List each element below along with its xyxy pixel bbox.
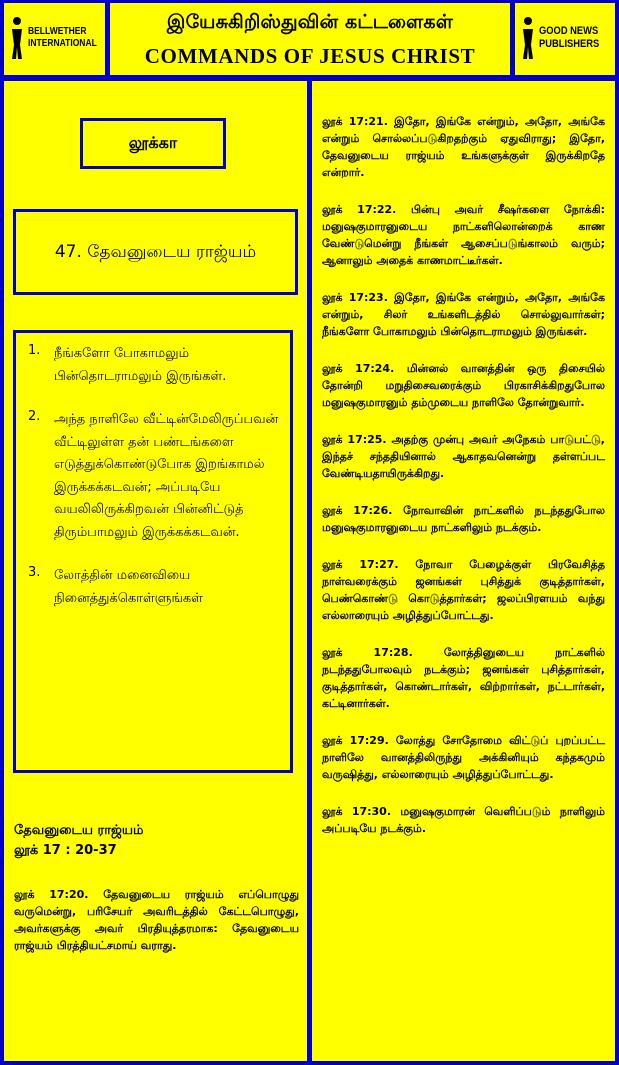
command-number: 3.: [28, 565, 41, 580]
topic-title: 47. தேவனுடைய ராஜ்யம்: [13, 209, 298, 295]
publisher-logo-right: [515, 3, 615, 75]
logo-right-line-2: PUBLISHERS: [539, 38, 600, 50]
verse-24: லூக் 17:24. மின்னல் வானத்தின் ஒரு திசையில் தோன்றி மறுதிசைவரைக்கும் பிரகாசிக்கிறதுபோல மனுஷகுமாரனும் தம்முடைய நாளிலே தோன்றுவார்.: [322, 362, 605, 409]
command-text: அந்த நாளிலே வீட்டின்மேலிருப்பவன் வீட்டிலுள்ள தன் பண்டங்களை எடுத்துக்கொண்டுபோக இறங்காமல் இருக்கக்கடவன்; அப்படியே வயலிலிருக்கிறவன் பின்னிட்டுத் திரும்பாமலும் இருக்கக்கடவன்.: [54, 412, 279, 540]
logo-right-line-1: GOOD NEWS: [539, 25, 599, 37]
commands-box: [13, 330, 293, 773]
verse-30: லூக் 17:30. மனுஷகுமாரன் வெளிப்படும் நாளிலும் அப்படியே நடக்கும்.: [322, 805, 605, 835]
logo-left-line-2: INTERNATIONAL: [28, 38, 97, 49]
title-english: COMMANDS OF JESUS CHRIST: [144, 44, 476, 68]
reference-title: தேவனுடைய ராஜ்யம்: [14, 823, 144, 838]
command-item: [28, 565, 282, 610]
publisher-logo-left: [4, 3, 105, 75]
reference: லூக் 17 : 20-37: [14, 843, 117, 858]
figure-icon: [521, 15, 535, 61]
verse-21: லூக் 17:21. இதோ, இங்கே என்றும், அதோ, அங்கே என்றும் சொல்லப்படுகிறதற்கும் ஏதுவிராது; இதோ, தேவனுடைய ராஜ்யம் உங்களுக்குள் இருக்கிறதே என்றார்.: [322, 115, 605, 179]
figure-icon: [10, 15, 24, 61]
verse-28: லூக் 17:28. லோத்தினுடைய நாட்களில் நடந்ததுபோலவும் நடக்கும்; ஜனங்கள் புசித்தார்கள், குடித்தார்கள், கொண்டார்கள், விற்றார்கள், நட்டார்கள், கட்டினார்கள்.: [322, 646, 605, 710]
command-item: [28, 343, 282, 388]
book-name: லூக்கா: [80, 118, 226, 169]
reference-block: [14, 821, 299, 861]
logo-left: [10, 15, 109, 61]
verse-23: லூக் 17:23. இதோ, இங்கே என்றும், அதோ, அங்கே என்றும், சிலர் உங்களிடத்தில் சொல்லுவார்கள்; நீங்களோ போகாமலும் பின்தொடராமலும் இருங்கள்.: [322, 291, 605, 338]
verse-29: லூக் 17:29. லோத்து சோதோமை விட்டுப் புறப்பட்ட நாளிலே வானத்திலிருந்து அக்கினியும் கந்தகமும் வருஷித்து, எல்லாரையும் அழித்துப்போட்டது.: [322, 734, 605, 781]
verse-27: லூக் 17:27. நோவா பேழைக்குள் பிரவேசித்த நாள்வரைக்கும் ஜனங்கள் புசித்துக் குடித்தார்கள், பெண்கொண்டு கொடுத்தார்கள்; ஜலப்பிரளயம் வந்து எல்லாரையும் அழித்துப்போட்டது.: [322, 558, 605, 622]
command-item: [28, 409, 282, 544]
right-column: [312, 81, 615, 1061]
left-column: [4, 81, 307, 1061]
verse-list: [312, 113, 615, 857]
logo-left-line-1: BELLWETHER: [28, 26, 87, 37]
command-text: நீங்களோ போகாமலும் பின்தொடராமலும் இருங்கள்.: [54, 346, 227, 384]
command-text: லோத்தின் மனைவியை நினைத்துக்கொள்ளுங்கள்: [54, 568, 203, 606]
verse-22: லூக் 17:22. பின்பு அவர் சீஷர்களை நோக்கி: மனுஷகுமாரனுடைய நாட்களிலொன்றைக் காண வேண்டுமென்று நீங்கள் ஆசைப்படுங்காலம் வரும்; ஆனாலும் அதைக் காணமாட்டீர்கள்.: [322, 203, 605, 267]
command-number: 1.: [28, 343, 41, 358]
command-number: 2.: [28, 409, 41, 424]
verse-26: லூக் 17:26. நோவாவின் நாட்களில் நடந்ததுபோல மனுஷகுமாரனுடைய நாட்களிலும் நடக்கும்.: [322, 504, 605, 534]
logo-right: [521, 15, 610, 61]
verse-20: லூக் 17:20. தேவனுடைய ராஜ்யம் எப்பொழுது வருமென்று, பரிசேயர் அவரிடத்தில் கேட்டபொழுது, அவர்களுக்கு அவர் பிரதியுத்தரமாக: தேவனுடைய ராஜ்யம் பிரத்தியட்சமாய் வராது.: [14, 888, 299, 952]
title-box: [110, 3, 510, 75]
verse-25: லூக் 17:25. அதற்கு முன்பு அவர் அநேகம் பாடுபட்டு, இந்தச் சந்ததியினால் ஆகாதவனென்று தள்ளப்பட வேண்டியதாயிருக்கிறது.: [322, 433, 605, 480]
title-tamil: இயேசுகிறிஸ்துவின் கட்டளைகள்: [166, 11, 454, 33]
